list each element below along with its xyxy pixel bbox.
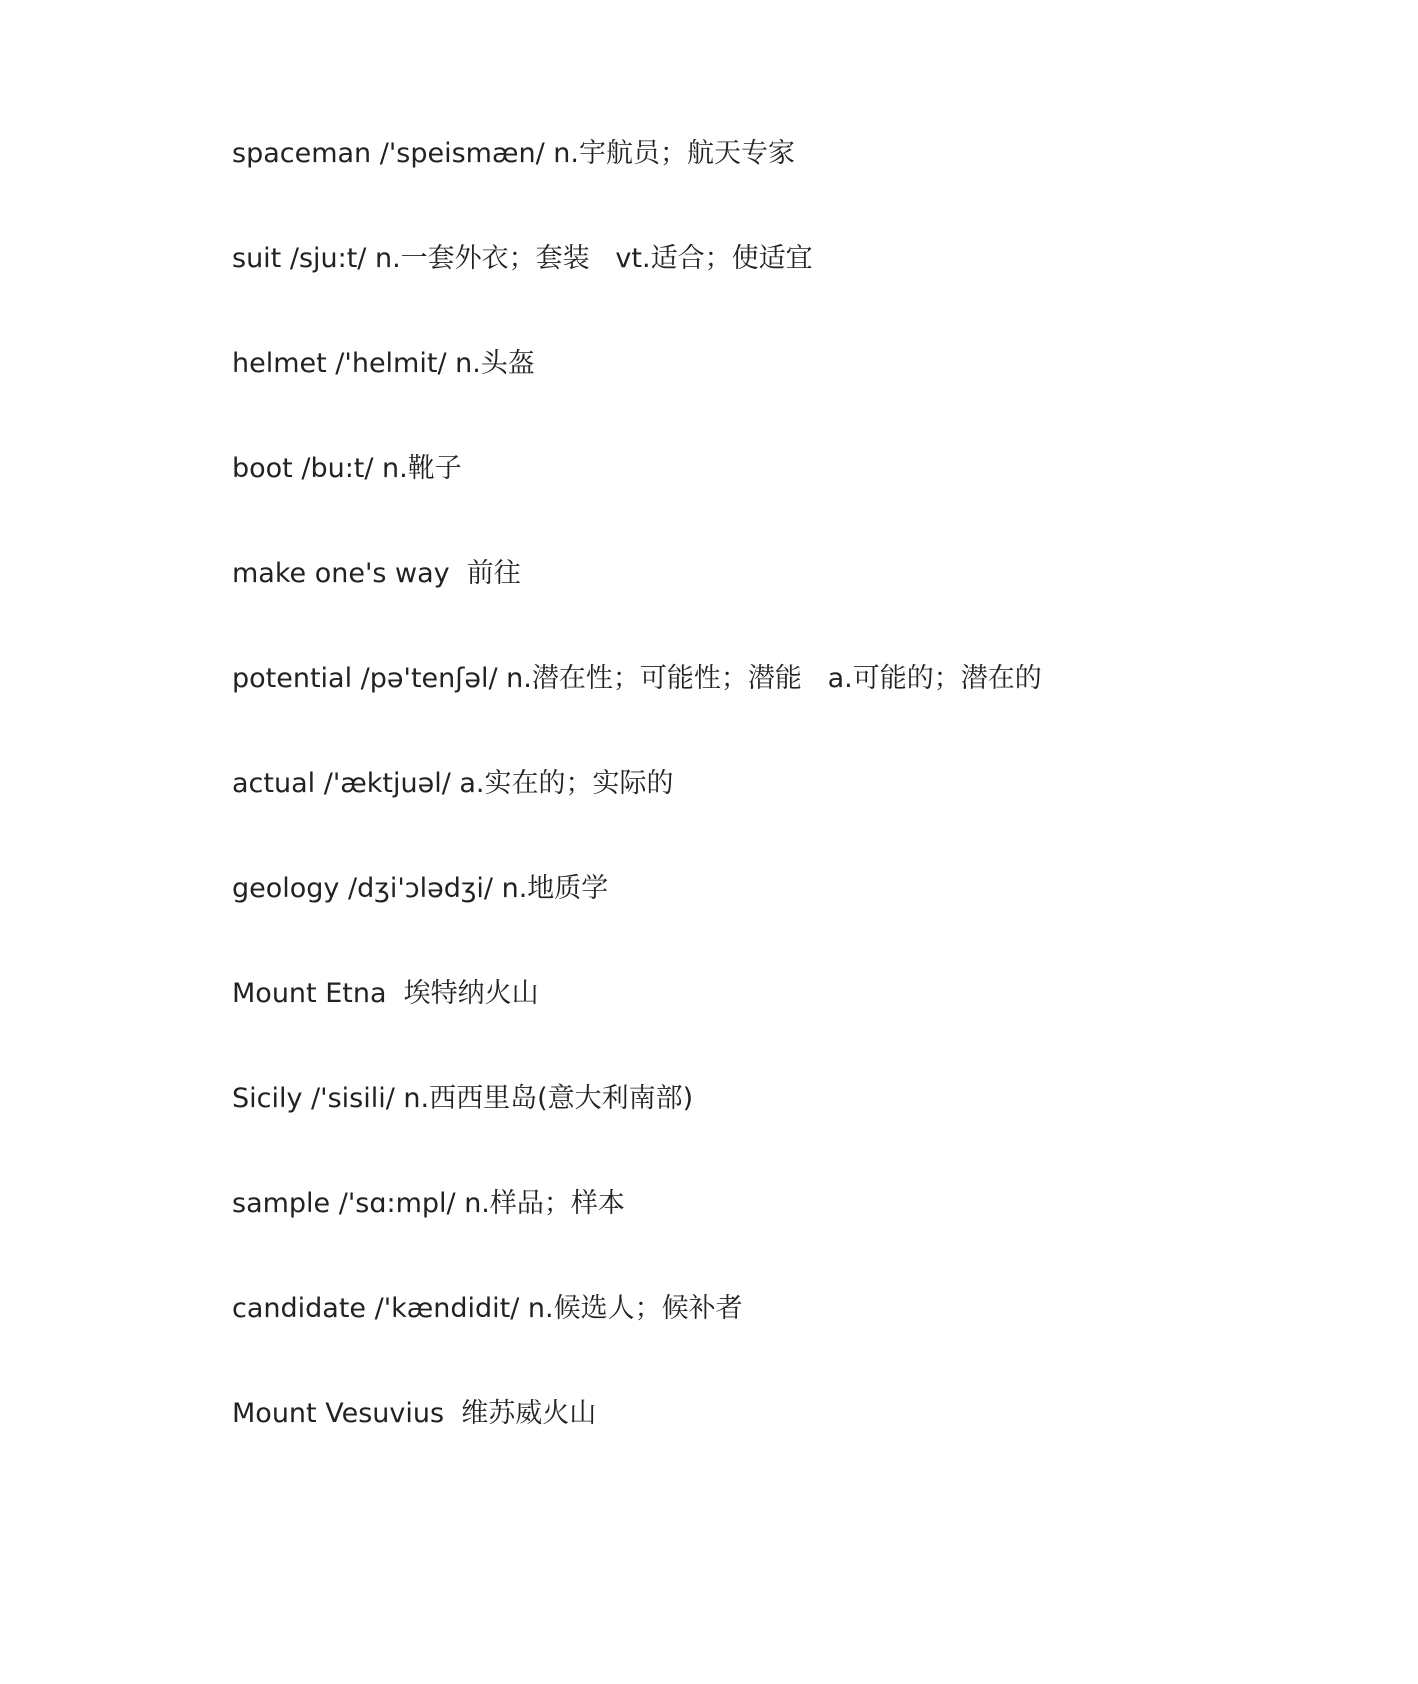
vocabulary-entry: suit /sju:t/ n.一套外衣；套装 vt.适合；使适宜	[232, 243, 813, 274]
vocabulary-entry: geology /dʒi'ɔlədʒi/ n.地质学	[232, 873, 609, 904]
vocabulary-entry: potential /pə'tenʃəl/ n.潜在性；可能性；潜能 a.可能的；潜在的	[232, 663, 1042, 694]
vocabulary-entry: actual /'æktjuəl/ a.实在的；实际的	[232, 768, 674, 799]
vocabulary-entry: helmet /'helmit/ n.头盔	[232, 348, 535, 379]
vocabulary-entry: sample /'sɑ:mpl/ n.样品；样本	[232, 1188, 625, 1219]
vocabulary-entry: make one's way 前往	[232, 558, 521, 589]
vocabulary-entry: Mount Etna 埃特纳火山	[232, 978, 539, 1009]
vocabulary-entry: spaceman /'speismæn/ n.宇航员；航天专家	[232, 138, 795, 169]
vocabulary-list	[232, 136, 1042, 1501]
vocabulary-entry: Sicily /'sisili/ n.西西里岛(意大利南部)	[232, 1083, 694, 1114]
vocabulary-entry: boot /bu:t/ n.靴子	[232, 453, 462, 484]
vocabulary-entry: Mount Vesuvius 维苏威火山	[232, 1398, 597, 1429]
vocabulary-entry: candidate /'kændidit/ n.候选人；候补者	[232, 1293, 743, 1324]
